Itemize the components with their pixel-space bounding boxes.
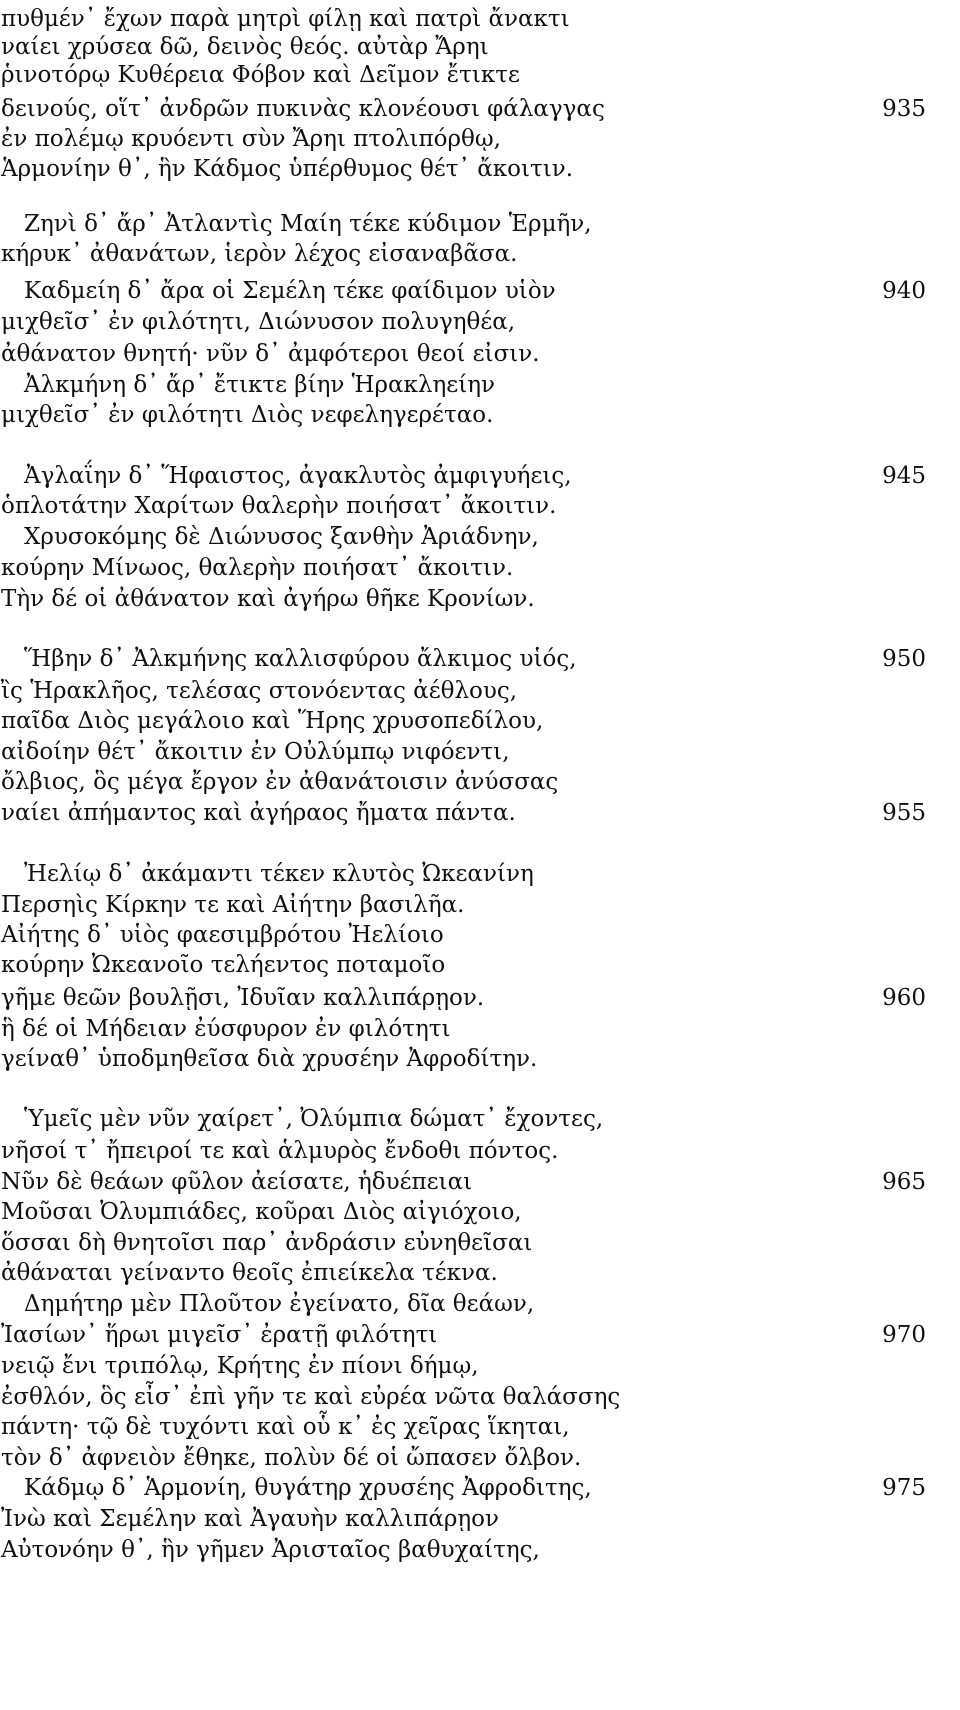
verse-line [0, 305, 960, 339]
verse-text: αἰδοίην θέτ᾽ ἄκοιτιν ἐν Οὐλύμπῳ νιφόεντι, [1, 739, 510, 765]
verse-text: ἀθάναται γείναντο θεοῖς ἐπιείκελα τέκνα. [1, 1260, 498, 1286]
line-number: 935 [882, 96, 926, 122]
verse-line [0, 1256, 960, 1290]
verse-text: ἣ δέ οἱ Μήδειαν ἐύσφυρον ἐν φιλότητι [1, 1016, 451, 1042]
line-number: 950 [882, 646, 926, 672]
verse-text: Ἀγλαΐην δ᾽ Ἥφαιστος, ἀγακλυτὸς ἀμφιγυήεις, [24, 463, 572, 489]
verse-line [0, 1502, 960, 1536]
verse-text: Ἠελίῳ δ᾽ ἀκάμαντι τέκεν κλυτὸς Ὠκεανίνη [24, 861, 534, 887]
verse-text: Κάδμῳ δ᾽ Ἁρμονίη, θυγάτηρ χρυσέης Ἀφροδιτης, [24, 1475, 592, 1501]
verse-text: Ἰασίων᾽ ἥρωι μιγεῖσ᾽ ἐρατῇ φιλότητι [1, 1322, 438, 1348]
verse-line [0, 1410, 960, 1444]
verse-text: ναίει ἀπήμαντος καὶ ἀγήραος ἤματα πάντα. [1, 800, 516, 826]
verse-text: γῆμε θεῶν βουλῇσι, Ἰδυῖαν καλλιπάρῃον. [1, 985, 485, 1011]
verse-line [0, 459, 960, 493]
verse-line [0, 1533, 960, 1567]
line-number: 965 [882, 1169, 926, 1195]
verse-text: ὁπλοτάτην Χαρίτων θαλερὴν ποιήσατ᾽ ἄκοιτιν. [1, 493, 557, 519]
line-number: 970 [882, 1322, 926, 1348]
verse-line [0, 92, 960, 126]
verse-text: ὅσσαι δὴ θνητοῖσι παρ᾽ ἀνδράσιν εὐνηθεῖσαι [1, 1230, 533, 1256]
verse-text: Αὐτονόην θ᾽, ἣν γῆμεν Ἀρισταῖος βαθυχαίτης, [1, 1537, 540, 1563]
verse-line [0, 735, 960, 769]
verse-text: Τὴν δέ οἱ ἀθάνατον καὶ ἀγήρω θῆκε Κρονίων. [1, 586, 535, 612]
verse-line [0, 1134, 960, 1168]
verse-text: κήρυκ᾽ ἀθανάτων, ἱερὸν λέχος εἰσαναβᾶσα. [1, 241, 518, 267]
verse-text: Καδμείη δ᾽ ἄρα οἱ Σεμέλη τέκε φαίδιμον υἱὸν [24, 278, 556, 304]
verse-text: Ὑμεῖς μὲν νῦν χαίρετ᾽, Ὀλύμπια δώματ᾽ ἔχοντες, [24, 1106, 604, 1132]
verse-text: ἀθάνατον θνητή· νῦν δ᾽ ἀμφότεροι θεοί εἰσιν. [1, 341, 540, 367]
verse-line [0, 237, 960, 271]
verse-line [0, 1349, 960, 1383]
verse-line [0, 1318, 960, 1352]
verse-text: ἐν πολέμῳ κρυόεντι σὺν Ἄρηι πτολιπόρθῳ, [1, 126, 501, 152]
verse-text: ἐσθλόν, ὃς εἶσ᾽ ἐπὶ γῆν τε καὶ εὐρέα νῶτα θαλάσσης [1, 1384, 621, 1410]
verse-text: παῖδα Διὸς μεγάλοιο καὶ Ἥρης χρυσοπεδίλου, [1, 708, 544, 734]
verse-line [0, 1380, 960, 1414]
verse-line [0, 274, 960, 308]
verse-line [0, 1195, 960, 1229]
verse-line [0, 337, 960, 371]
verse-line [0, 1471, 960, 1505]
verse-line [0, 398, 960, 432]
verse-line [0, 1226, 960, 1260]
verse-line [0, 704, 960, 738]
verse-text: ὄλβιος, ὃς μέγα ἔργον ἐν ἀθανάτοισιν ἀνύσσας [1, 769, 559, 795]
verse-line [0, 642, 960, 676]
verse-text: μιχθεῖσ᾽ ἐν φιλότητι, Διώνυσον πολυγηθέα, [1, 309, 516, 335]
verse-text: Ἥβην δ᾽ Ἀλκμήνης καλλισφύρου ἄλκιμος υἱός, [24, 646, 577, 672]
verse-text: ναίει χρύσεα δῶ, δεινὸς θεός. αὐτὰρ Ἄρηι [1, 34, 489, 60]
verse-line [0, 122, 960, 156]
verse-text: ἲς Ἡρακλῆος, τελέσας στονόεντας ἀέθλους, [1, 678, 518, 704]
verse-line [0, 58, 960, 92]
verse-text: πυθμέν᾽ ἔχων παρὰ μητρὶ φίλῃ καὶ πατρὶ ἄνακτι [1, 6, 570, 32]
line-number: 955 [882, 800, 926, 826]
line-number: 975 [882, 1475, 926, 1501]
verse-text: νειῷ ἔνι τριπόλῳ, Κρήτης ἐν πίονι δήμῳ, [1, 1353, 479, 1379]
verse-text: μιχθεῖσ᾽ ἐν φιλότητι Διὸς νεφεληγερέταο. [1, 402, 494, 428]
verse-text: Δημήτηρ μὲν Πλοῦτον ἐγείνατο, δῖα θεάων, [24, 1291, 535, 1317]
verse-line [0, 888, 960, 922]
verse-line [0, 582, 960, 616]
verse-line [0, 368, 960, 402]
verse-text: Νῦν δὲ θεάων φῦλον ἀείσατε, ἡδυέπειαι [1, 1169, 473, 1195]
verse-text: κούρην Μίνωος, θαλερὴν ποιήσατ᾽ ἄκοιτιν. [1, 555, 514, 581]
verse-line [0, 1165, 960, 1199]
verse-text: Ζηνὶ δ᾽ ἄρ᾽ Ἀτλαντὶς Μαίη τέκε κύδιμον Ἑρμῆν, [24, 211, 592, 237]
verse-text: Περσηὶς Κίρκην τε καὶ Αἰήτην βασιλῆα. [1, 892, 465, 918]
verse-line [0, 948, 960, 982]
verse-line [0, 152, 960, 186]
verse-text: Ἁρμονίην θ᾽, ἣν Κάδμος ὑπέρθυμος θέτ᾽ ἄκοιτιν. [1, 156, 574, 182]
verse-line [0, 918, 960, 952]
verse-line [0, 1102, 960, 1136]
verse-text: Χρυσοκόμης δὲ Διώνυσος ξανθὴν Ἀριάδνην, [24, 524, 539, 550]
verse-text: Μοῦσαι Ὀλυμπιάδες, κοῦραι Διὸς αἰγιόχοιο, [1, 1199, 522, 1225]
verse-text: Αἰήτης δ᾽ υἱὸς φαεσιμβρότου Ἠελίοιο [1, 922, 444, 948]
verse-text: δεινούς, οἵτ᾽ ἀνδρῶν πυκινὰς κλονέουσι φάλαγγας [1, 96, 605, 122]
verse-line [0, 857, 960, 891]
line-number: 945 [882, 463, 926, 489]
verse-line [0, 1287, 960, 1321]
verse-line [0, 1441, 960, 1475]
verse-line [0, 796, 960, 830]
line-number: 960 [882, 985, 926, 1011]
verse-line [0, 489, 960, 523]
verse-text: τὸν δ᾽ ἀφνειὸν ἔθηκε, πολὺν δέ οἱ ὤπασεν ὄλβον. [1, 1445, 582, 1471]
verse-line [0, 674, 960, 708]
verse-line [0, 765, 960, 799]
verse-line [0, 981, 960, 1015]
verse-text: γείναθ᾽ ὑποδμηθεῖσα διὰ χρυσέην Ἀφροδίτην. [1, 1046, 538, 1072]
line-number: 940 [882, 278, 926, 304]
verse-line [0, 551, 960, 585]
verse-text: πάντη· τῷ δὲ τυχόντι καὶ οὗ κ᾽ ἐς χεῖρας ἵκηται, [1, 1414, 570, 1440]
verse-line [0, 1012, 960, 1046]
verse-text: κούρην Ὠκεανοῖο τελήεντος ποταμοῖο [1, 952, 446, 978]
verse-text: Ἀλκμήνη δ᾽ ἄρ᾽ ἔτικτε βίην Ἡρακληείην [24, 372, 495, 398]
verse-line [0, 520, 960, 554]
verse-text: ῥινοτόρῳ Κυθέρεια Φόβον καὶ Δεῖμον ἔτικτε [1, 62, 520, 88]
verse-text: νῆσοί τ᾽ ἤπειροί τε καὶ ἁλμυρὸς ἔνδοθι πόντος. [1, 1138, 559, 1164]
verse-line [0, 207, 960, 241]
verse-text: Ἰνὼ καὶ Σεμέλην καὶ Ἀγαυὴν καλλιπάρῃον [1, 1506, 499, 1532]
verse-line [0, 1042, 960, 1076]
